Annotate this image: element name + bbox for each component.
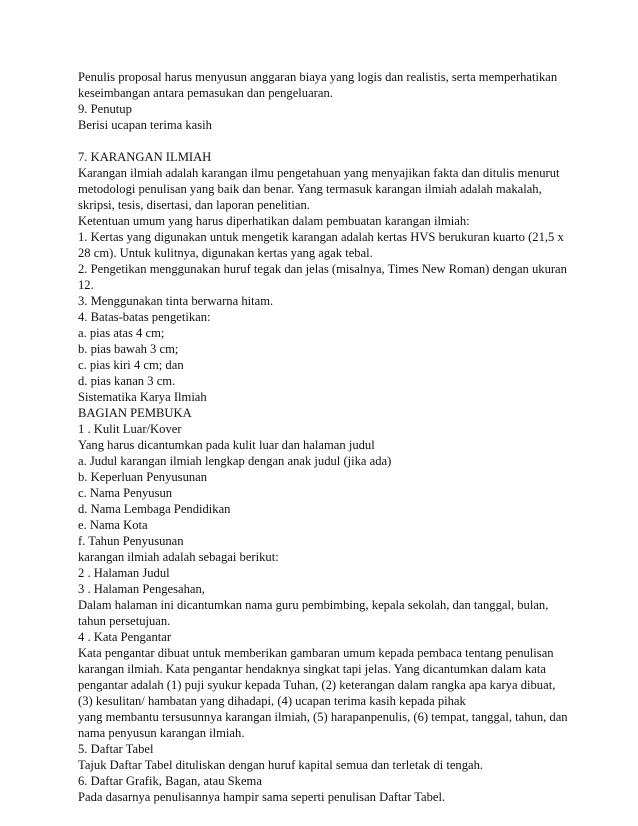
list-item: c. pias kiri 4 cm; dan bbox=[78, 358, 184, 372]
list-item: 6. Daftar Grafik, Bagan, atau Skema bbox=[78, 774, 262, 788]
list-item: 3 . Halaman Pengesahan, bbox=[78, 582, 205, 596]
text-line: karangan ilmiah. Kata pengantar hendaknya singkat tapi jelas. Yang dicantumkan dalam kata bbox=[78, 662, 546, 676]
section-heading: Sistematika Karya Ilmiah bbox=[78, 390, 207, 404]
text-line: tahun persetujuan. bbox=[78, 614, 171, 628]
list-item: d. pias kanan 3 cm. bbox=[78, 374, 176, 388]
text-line: Dalam halaman ini dicantumkan nama guru pembimbing, kepala sekolah, dan tanggal, bulan, bbox=[78, 598, 549, 612]
list-item: 3. Menggunakan tinta berwarna hitam. bbox=[78, 294, 274, 308]
list-item: 5. Daftar Tabel bbox=[78, 742, 154, 756]
list-item: b. pias bawah 3 cm; bbox=[78, 342, 179, 356]
text-line: Ketentuan umum yang harus diperhatikan dalam pembuatan karangan ilmiah: bbox=[78, 214, 470, 228]
text-line: Yang harus dicantumkan pada kulit luar dan halaman judul bbox=[78, 438, 375, 452]
blank-line bbox=[78, 133, 578, 149]
list-item: 2 . Halaman Judul bbox=[78, 566, 170, 580]
text-line: (3) kesulitan/ hambatan yang dihadapi, (4) ucapan terima kasih kepada pihak bbox=[78, 694, 466, 708]
text-line: pengantar adalah (1) puji syukur kepada Tuhan, (2) keterangan dalam rangka apa karya dibuat, bbox=[78, 678, 556, 692]
text-line: Berisi ucapan terima kasih bbox=[78, 118, 212, 132]
text-line: keseimbangan antara pemasukan dan pengeluaran. bbox=[78, 86, 333, 100]
document-body bbox=[78, 69, 578, 805]
list-item: 4. Batas-batas pengetikan: bbox=[78, 310, 211, 324]
list-item: c. Nama Penyusun bbox=[78, 486, 173, 500]
list-item: e. Nama Kota bbox=[78, 518, 148, 532]
list-item: a. pias atas 4 cm; bbox=[78, 326, 165, 340]
text-line: Penulis proposal harus menyusun anggaran biaya yang logis dan realistis, serta memperhatikan bbox=[78, 70, 558, 84]
list-item: 1. Kertas yang digunakan untuk mengetik karangan adalah kertas HVS berukuran kuarto (21,5 x bbox=[78, 230, 564, 244]
text-line: nama penyusun karangan ilmiah. bbox=[78, 726, 245, 740]
text-line: metodologi penulisan yang baik dan benar. Yang termasuk karangan ilmiah adalah makalah, bbox=[78, 182, 542, 196]
text-line: karangan ilmiah adalah sebagai berikut: bbox=[78, 550, 279, 564]
text-line: yang membantu tersusunnya karangan ilmiah, (5) harapanpenulis, (6) tempat, tanggal, tahun, dan bbox=[78, 710, 568, 724]
list-item: b. Keperluan Penyusunan bbox=[78, 470, 208, 484]
text-line: 28 cm). Untuk kulitnya, digunakan kertas yang agak tebal. bbox=[78, 246, 373, 260]
list-item: f. Tahun Penyusunan bbox=[78, 534, 184, 548]
list-item: 1 . Kulit Luar/Kover bbox=[78, 422, 182, 436]
text-line: Pada dasarnya penulisannya hampir sama seperti penulisan Daftar Tabel. bbox=[78, 790, 446, 804]
text-line: 12. bbox=[78, 278, 94, 292]
text-line: Tajuk Daftar Tabel dituliskan dengan huruf kapital semua dan terletak di tengah. bbox=[78, 758, 484, 772]
section-heading: 7. KARANGAN ILMIAH bbox=[78, 150, 212, 164]
text-line: skripsi, tesis, disertasi, dan laporan penelitian. bbox=[78, 198, 310, 212]
text-line: Karangan ilmiah adalah karangan ilmu pengetahuan yang menyajikan fakta dan ditulis menurut bbox=[78, 166, 560, 180]
list-item: 4 . Kata Pengantar bbox=[78, 630, 172, 644]
section-heading: 9. Penutup bbox=[78, 102, 132, 116]
list-item: 2. Pengetikan menggunakan huruf tegak dan jelas (misalnya, Times New Roman) dengan ukuran bbox=[78, 262, 567, 276]
section-heading: BAGIAN PEMBUKA bbox=[78, 406, 192, 420]
text-line: Kata pengantar dibuat untuk memberikan gambaran umum kepada pembaca tentang penulisan bbox=[78, 646, 554, 660]
list-item: d. Nama Lembaga Pendidikan bbox=[78, 502, 231, 516]
list-item: a. Judul karangan ilmiah lengkap dengan anak judul (jika ada) bbox=[78, 454, 392, 468]
